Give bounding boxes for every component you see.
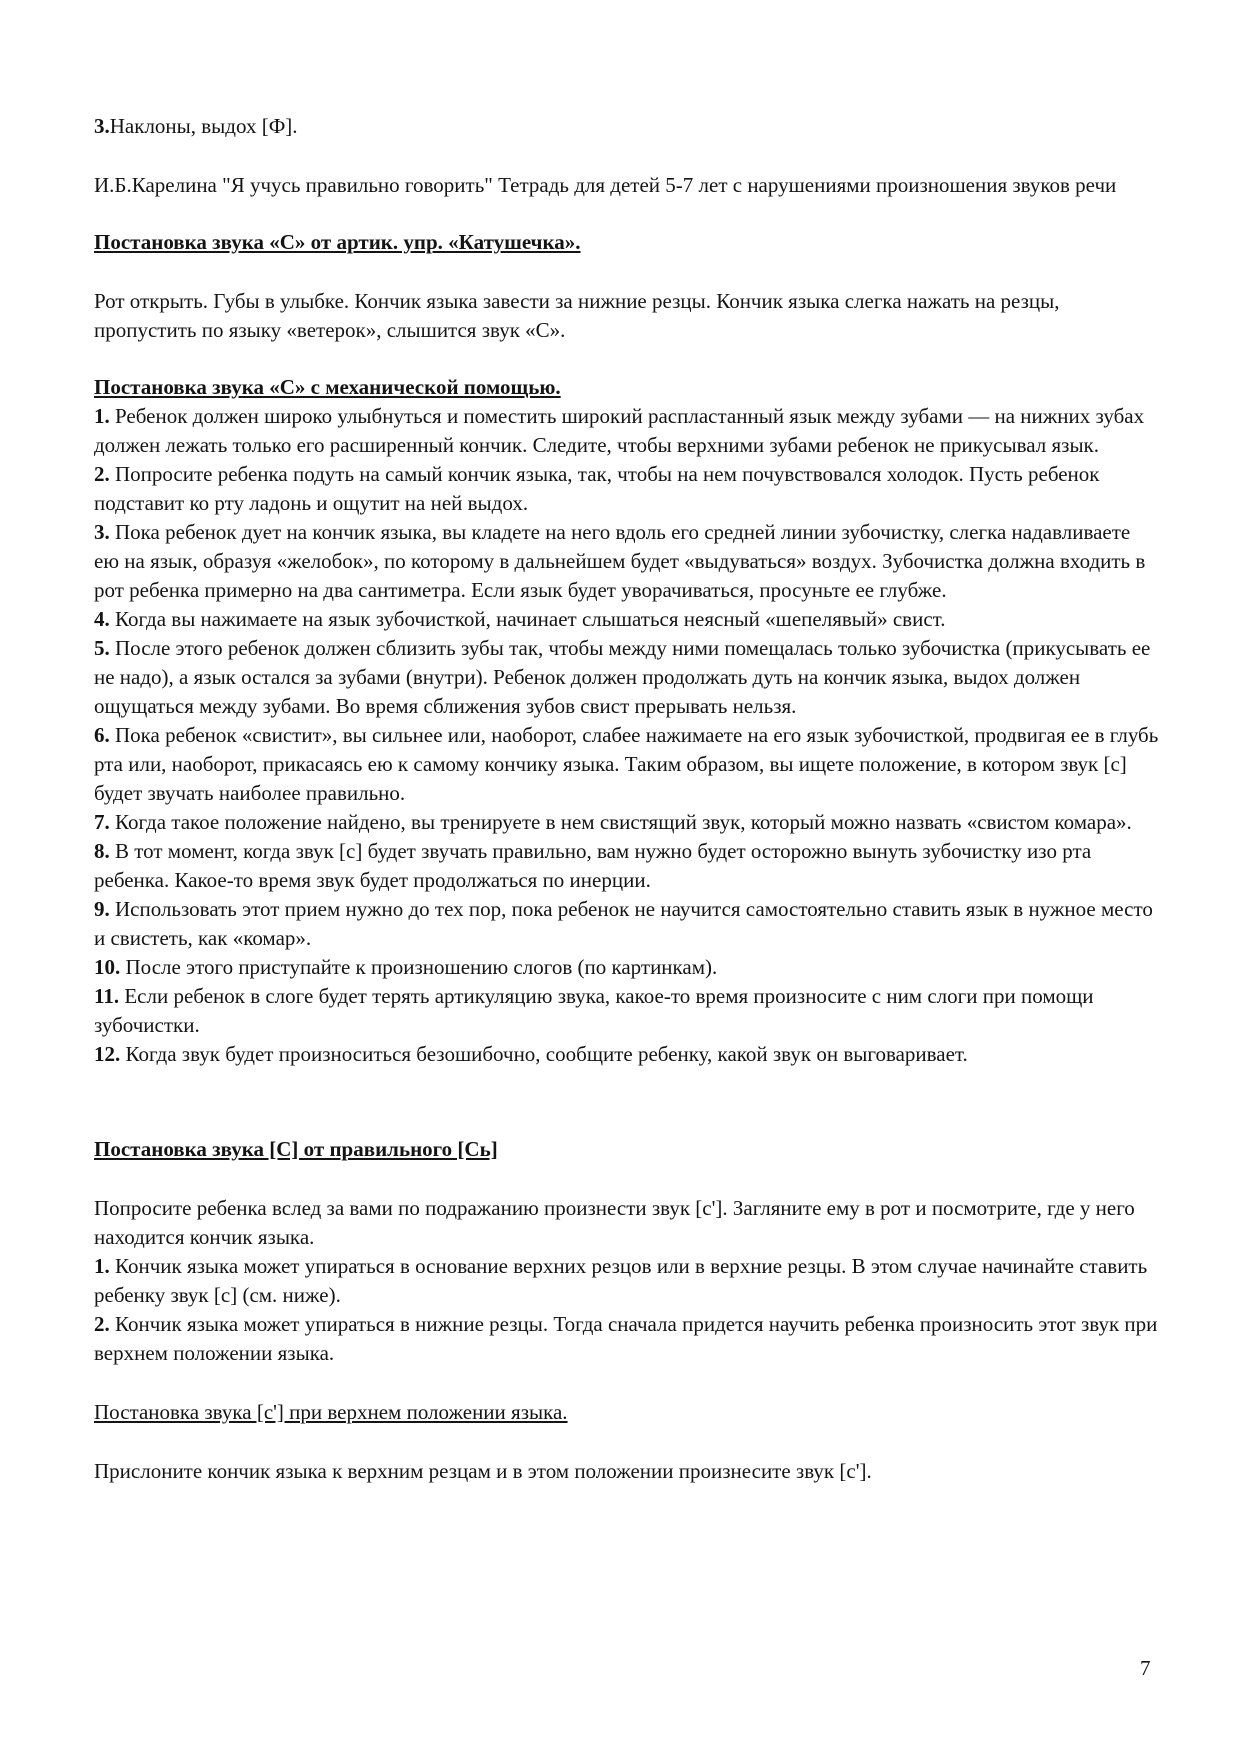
list-item (94, 982, 1160, 1040)
list-item (94, 460, 1160, 518)
step-text: Ребенок должен широко улыбнуться и поместить широкий распластанный язык между зубами — на нижних зубах должен лежать только его расширенный кончик. Следите, чтобы верхними зубами ребенок не прикусывал язык. (94, 404, 1145, 457)
section-heading-katushechka: Постановка звука «С» от артик. упр. «Катушечка». (94, 230, 581, 254)
step-text: Попросите ребенка подуть на самый кончик языка, так, чтобы на нем почувствовался холодок. Пусть ребенок подставит ко рту ладонь и ощутит на ней выдох. (94, 462, 1100, 515)
list-item (94, 953, 1160, 982)
step-number: 7. (94, 810, 110, 834)
step-number: 11. (94, 984, 120, 1008)
list-item (94, 605, 1160, 634)
list-item (94, 518, 1160, 605)
step-text: Кончик языка может упираться в основание верхних резцов или в верхние резцы. В этом случае начинайте ставить ребенку звук [с] (см. ниже). (94, 1254, 1148, 1307)
step-number: 1. (94, 404, 110, 428)
list-item (94, 634, 1160, 721)
list-item (94, 837, 1160, 895)
step-number: 5. (94, 636, 110, 660)
step-number: 10. (94, 955, 121, 979)
step-text: Использовать этот прием нужно до тех пор, пока ребенок не научится самостоятельно ставить язык в нужное место и свистеть, как «комар». (94, 897, 1153, 950)
step-number: 9. (94, 897, 110, 921)
document-page (94, 112, 1160, 1486)
list-item (94, 1310, 1160, 1368)
citation: И.Б.Карелина "Я учусь правильно говорить" Тетрадь для детей 5-7 лет с нарушениями произношения звуков речи (94, 173, 1117, 197)
section-body-katushechka: Рот открыть. Губы в улыбке. Кончик языка завести за нижние резцы. Кончик языка слегка нажать на резцы, пропустить по языку «ветерок», слышится звук «С». (94, 289, 1060, 342)
subsection-body-upper-position: Прислоните кончик языка к верхним резцам и в этом положении произнесите звук [с']. (94, 1459, 872, 1483)
step-number: 6. (94, 723, 110, 747)
step-number: 1. (94, 1254, 110, 1278)
section-heading-mechanical: Постановка звука «С» с механической помощью. (94, 375, 561, 399)
intro-item-3 (94, 112, 1160, 141)
step-text: Когда такое положение найдено, вы тренируете в нем свистящий звук, который можно назвать «свистом комара». (115, 810, 1132, 834)
list-item (94, 1040, 1160, 1069)
steps-list-from-sj (94, 1252, 1160, 1368)
step-number: 3. (94, 520, 110, 544)
steps-list-mechanical (94, 402, 1160, 1069)
step-text: В тот момент, когда звук [с] будет звучать правильно, вам нужно будет осторожно вынуть зубочистку изо рта ребенка. Какое-то время звук будет продолжаться по инерции. (94, 839, 1092, 892)
list-item (94, 402, 1160, 460)
list-item (94, 895, 1160, 953)
step-number: 4. (94, 607, 110, 631)
item-text: Наклоны, выдох [Ф]. (109, 114, 298, 138)
item-number: 3. (94, 114, 110, 138)
step-text: Если ребенок в слоге будет терять артикуляцию звука, какое-то время произносите с ним слоги при помощи зубочистки. (94, 984, 1094, 1037)
step-number: 8. (94, 839, 110, 863)
step-number: 12. (94, 1042, 121, 1066)
page-number: 7 (1140, 1656, 1151, 1680)
section-intro-from-sj: Попросите ребенка вслед за вами по подражанию произнести звук [с']. Загляните ему в рот и посмотрите, где у него находится кончик языка. (94, 1196, 1135, 1249)
step-number: 2. (94, 462, 110, 486)
list-item (94, 1252, 1160, 1310)
list-item (94, 808, 1160, 837)
section-heading-from-sj: Постановка звука [С] от правильного [Сь] (94, 1137, 498, 1161)
step-text: Когда вы нажимаете на язык зубочисткой, начинает слышаться неясный «шепелявый» свист. (115, 607, 946, 631)
step-text: Пока ребенок «свистит», вы сильнее или, наоборот, слабее нажимаете на его язык зубочисткой, продвигая ее в глубь рта или, наоборот, прикасаясь ею к самому кончику языка. Таким образом, вы ищете положение, в котором звук [с] будет звучать наиболее правильно. (94, 723, 1159, 805)
step-text: Когда звук будет произноситься безошибочно, сообщите ребенку, какой звук он выговаривает. (125, 1042, 968, 1066)
list-item (94, 721, 1160, 808)
subsection-heading-upper-position: Постановка звука [с'] при верхнем положении языка. (94, 1400, 568, 1424)
step-text: Пока ребенок дует на кончик языка, вы кладете на него вдоль его средней линии зубочистку, слегка надавливаете ею на язык, образуя «желобок», по которому в дальнейшем будет «выдуваться» воздух. Зубочистка должна входить в рот ребенка примерно на два сантиметра. Если язык будет уворачиваться, просуньте ее глубже. (94, 520, 1146, 602)
step-number: 2. (94, 1312, 110, 1336)
step-text: После этого ребенок должен сблизить зубы так, чтобы между ними помещалась только зубочистка (прикусывать ее не надо), а язык остался за зубами (внутри). Ребенок должен продолжать дуть на кончик языка, выдох должен ощущаться между зубами. Во время сближения зубов свист прерывать нельзя. (94, 636, 1151, 718)
step-text: После этого приступайте к произношению слогов (по картинкам). (125, 955, 718, 979)
step-text: Кончик языка может упираться в нижние резцы. Тогда сначала придется научить ребенка произносить этот звук при верхнем положении языка. (94, 1312, 1158, 1365)
